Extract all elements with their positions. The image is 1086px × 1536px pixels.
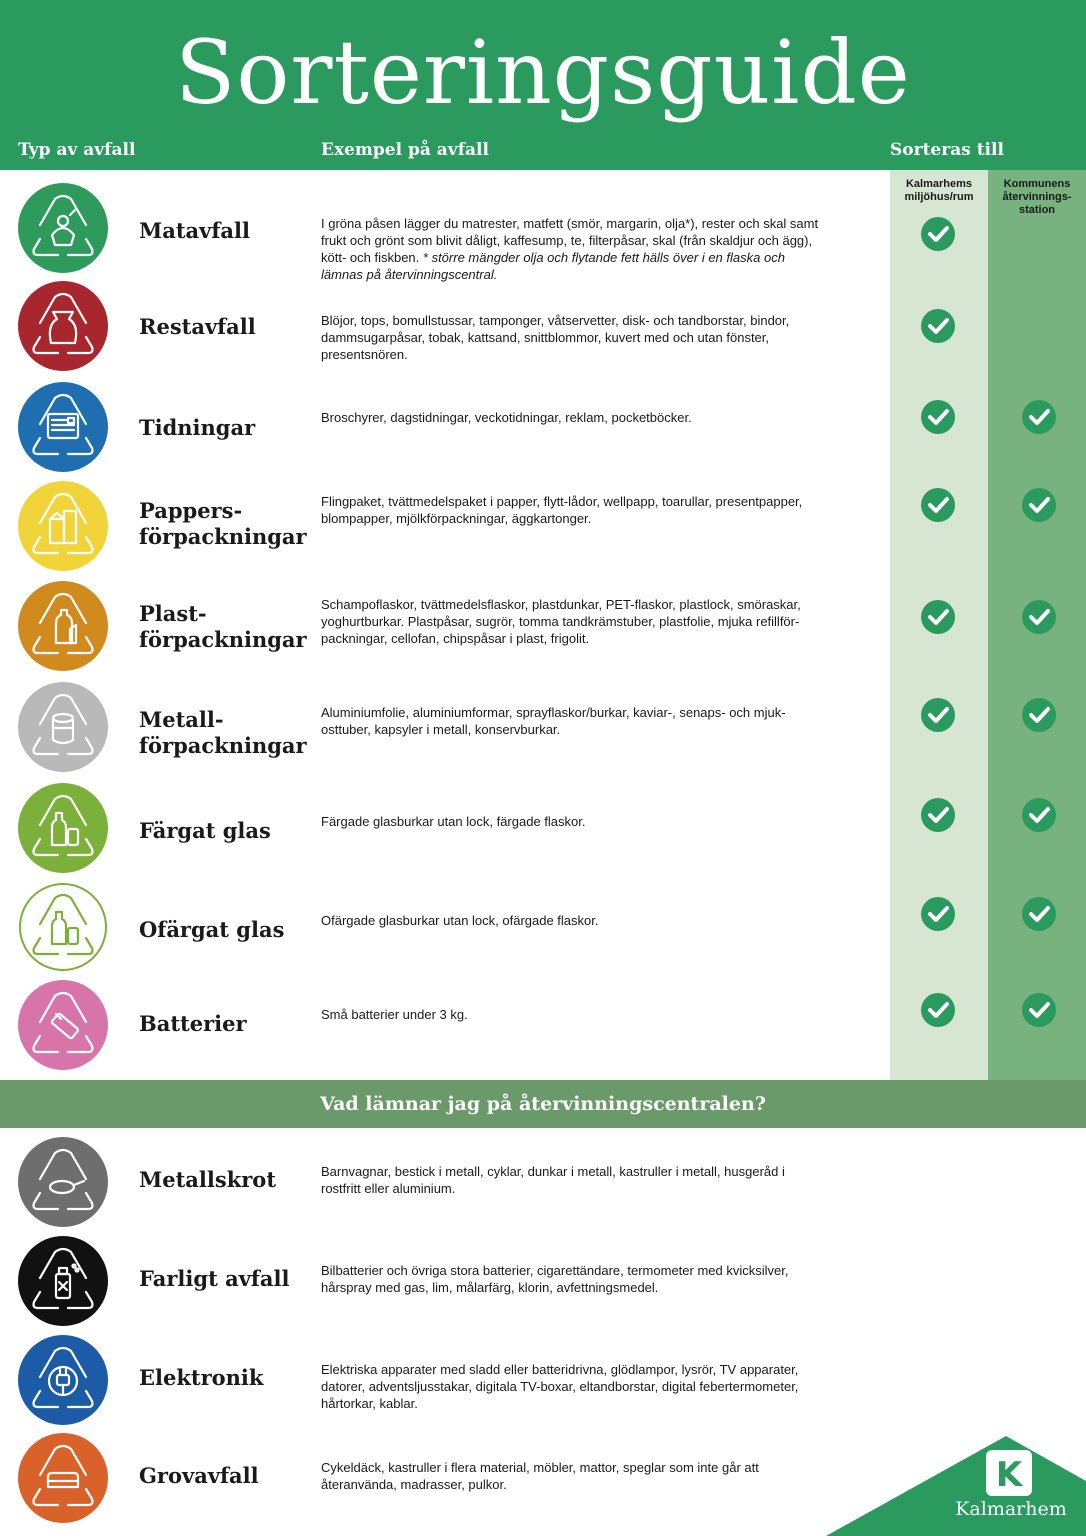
examples-text: Ofärgade glasburkar utan lock, ofärgade flaskor. <box>321 913 599 928</box>
examples-text: I gröna påsen lägger du matrester, matfett (smör, margarin, olja*), rester och skal samt frukt och grönt som blivit dåligt, kaffesump, te, filterpåsar, skal (från skaldjur och ägg), kött- och fiskben. <box>321 216 819 265</box>
waste-examples <box>321 912 826 929</box>
check-icon <box>1021 697 1057 733</box>
waste-type-name: Metallskrot <box>139 1167 277 1192</box>
newspaper-icon <box>18 382 108 472</box>
waste-type-name: Batterier <box>139 1011 247 1036</box>
check-icon <box>1021 896 1057 932</box>
check-icon <box>920 992 956 1028</box>
waste-type-name: Färgat glas <box>139 818 271 843</box>
waste-type-name: Metall- förpackningar <box>139 707 307 758</box>
waste-examples <box>321 1361 826 1412</box>
check-icon <box>920 216 956 252</box>
food-waste-icon <box>18 183 108 273</box>
examples-text: Bilbatterier och övriga stora batterier, cigarettändare, termometer med kvicksilver, hårspray med gas, lim, målarfärg, klorin, avfettningsmedel. <box>321 1263 789 1295</box>
waste-examples <box>321 409 826 426</box>
waste-examples <box>321 704 826 738</box>
waste-type-name: Grovavfall <box>139 1463 259 1488</box>
waste-type-name: Matavfall <box>139 218 250 243</box>
kalmarhem-logo <box>826 1436 1086 1536</box>
waste-examples <box>321 596 826 647</box>
band-title: Vad lämnar jag på återvinningscentralen? <box>320 1093 766 1115</box>
column-header-examples: Exempel på avfall <box>321 140 489 160</box>
check-icon <box>1021 487 1057 523</box>
clear-glass-icon <box>18 882 108 972</box>
frying-pan-icon <box>18 1137 108 1227</box>
examples-text: Flingpaket, tvättmedelspaket i papper, flytt-lådor, wellpapp, toarullar, presentpapper, blompapper, mjölkförpackningar, äggkartonger. <box>321 494 803 526</box>
waste-examples <box>321 1006 826 1023</box>
column-header-type: Typ av avfall <box>18 140 136 160</box>
check-icon <box>1021 599 1057 635</box>
waste-type-name: Tidningar <box>139 415 256 440</box>
brand-name: Kalmarhem <box>955 1498 1067 1520</box>
waste-examples <box>321 1262 826 1296</box>
waste-examples <box>321 312 826 363</box>
waste-type-name: Farligt avfall <box>139 1266 290 1291</box>
waste-type-name: Restavfall <box>139 314 256 339</box>
check-icon <box>1021 399 1057 435</box>
dest1-header: Kalmarhems miljöhus/rum <box>904 178 974 203</box>
recycling-center-band <box>0 1080 1086 1128</box>
column-header-sorted-to: Sorteras till <box>890 140 1004 160</box>
examples-text: Broschyrer, dagstidningar, veckotidningar, reklam, pocketböcker. <box>321 410 692 425</box>
paper-packaging-icon <box>18 481 108 571</box>
logo-letter: K <box>995 1455 1023 1495</box>
check-icon <box>1021 992 1057 1028</box>
check-icon <box>920 399 956 435</box>
battery-icon <box>18 980 108 1070</box>
check-icon <box>920 697 956 733</box>
electric-plug-icon <box>18 1335 108 1425</box>
page-title: Sorteringsguide <box>175 21 911 124</box>
dest2-header: Kommunens återvinnings-station <box>1002 178 1072 216</box>
residual-waste-bag-icon <box>18 281 108 371</box>
examples-text: Elektriska apparater med sladd eller batteridrivna, glödlampor, lysrör, TV apparater, datorer, adventsljusstakar, digitala TV-boxar, eltandborstar, digital febertermometer, hårtorkar, kablar. <box>321 1362 799 1411</box>
examples-text: Aluminiumfolie, aluminiumformar, sprayflaskor/burkar, kaviar-, senaps- och mjuk-osttuber, kapsyler i metall, konservburkar. <box>321 705 786 737</box>
examples-text: Små batterier under 3 kg. <box>321 1007 468 1022</box>
examples-text: Blöjor, tops, bomullstussar, tamponger, våtservetter, disk- och tandborstar, bindor, dammsugarpåsar, tobak, kattsand, snittblommor, kuvert med och utan fönster, presentsnören. <box>321 313 790 362</box>
waste-type-name: Elektronik <box>139 1365 264 1390</box>
check-icon <box>920 896 956 932</box>
waste-examples <box>321 1459 826 1493</box>
check-icon <box>920 599 956 635</box>
check-icon <box>920 797 956 833</box>
examples-text: Schampoflaskor, tvättmedelsflaskor, plastdunkar, PET-flaskor, plastlock, smöraskar, yoghurtburkar. Plastpåsar, sugrör, tomma tandkrämstuber, plastfolie, mjuka refillför-packningar, cellofan, chipspåsar i plast, frigolit. <box>321 597 801 646</box>
sofa-icon <box>18 1433 108 1523</box>
waste-type-name: Pappers- förpackningar <box>139 498 307 549</box>
waste-type-name: Plast- förpackningar <box>139 601 307 652</box>
examples-text: Barnvagnar, bestick i metall, cyklar, dunkar i metall, kastruller i metall, husgeråd i rostfritt eller aluminium. <box>321 1164 785 1196</box>
waste-examples <box>321 493 826 527</box>
examples-text: Cykeldäck, kastruller i flera material, möbler, mattor, speglar som inte går att återanvända, madrasser, pulkor. <box>321 1460 759 1492</box>
plastic-bottle-icon <box>18 581 108 671</box>
check-icon <box>1021 797 1057 833</box>
waste-examples <box>321 813 826 830</box>
metal-can-icon <box>18 682 108 772</box>
examples-note: * större mängder olja och flytande fett hälls över i en flaska och lämnas på återvinningscentral. <box>321 250 785 282</box>
header <box>0 0 1086 170</box>
check-icon <box>920 487 956 523</box>
colored-glass-icon <box>18 783 108 873</box>
check-icon <box>920 308 956 344</box>
examples-text: Färgade glasburkar utan lock, färgade flaskor. <box>321 814 586 829</box>
waste-examples <box>321 215 826 283</box>
hazardous-spray-icon <box>18 1236 108 1326</box>
waste-examples <box>321 1163 826 1197</box>
waste-type-name: Ofärgat glas <box>139 917 285 942</box>
